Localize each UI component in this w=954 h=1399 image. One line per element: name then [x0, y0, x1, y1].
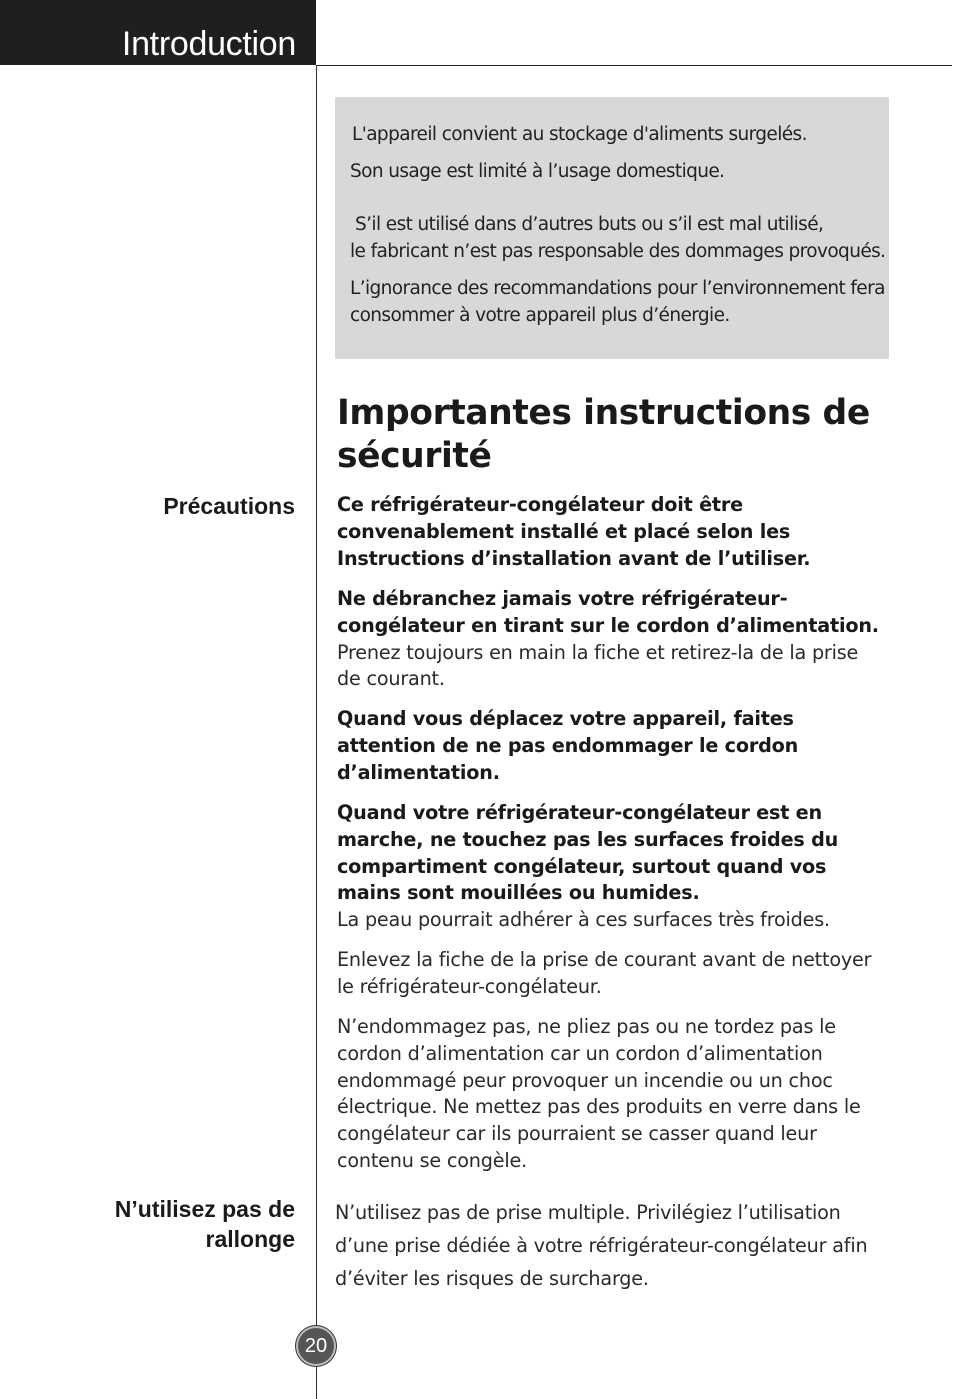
text-line: La peau pourrait adhérer à ces surfaces très froides.	[337, 908, 830, 932]
notice-line: Son usage est limité à l’usage domestique.	[350, 161, 725, 182]
text-line: Ce réfrigérateur-congélateur doit être	[337, 493, 743, 516]
page-title: Importantes instructions de sécurité	[337, 393, 870, 476]
column-divider	[316, 66, 317, 1399]
paragraph-cord-damage	[337, 1014, 892, 1175]
paragraph-cleaning	[337, 947, 892, 1001]
text-line: congélateur en tirant sur le cordon d’alimentation.	[337, 613, 879, 637]
notice-box	[335, 97, 889, 359]
text-line: Prenez toujours en main la fiche et retirez-la de la prise	[337, 640, 859, 664]
paragraph-cold-surfaces	[337, 800, 892, 934]
text-line: congélateur car ils pourraient se casser quand leur	[337, 1122, 817, 1146]
page-number-badge	[296, 1326, 336, 1366]
text-line: de courant.	[337, 667, 445, 691]
extension-label	[115, 1194, 295, 1254]
text-line: Enlevez la fiche de la prise de courant avant de nettoyer	[337, 948, 872, 971]
notice-line: S’il est utilisé dans d’autres buts ou s’il est mal utilisé,	[355, 214, 824, 235]
text-line: mains sont mouillées ou humides.	[337, 881, 700, 905]
text-line: électrique. Ne mettez pas des produits en verre dans le	[337, 1095, 861, 1119]
text-line: endommagé peur provoquer un incendie ou un choc	[337, 1068, 833, 1092]
extension-label-line: rallonge	[205, 1226, 295, 1252]
text-line: Instructions d’installation avant de l’utiliser.	[337, 546, 811, 570]
extension-label-line: N’utilisez pas de	[114, 1196, 295, 1222]
paragraph-installation	[337, 492, 892, 572]
text-line: d’alimentation.	[337, 760, 500, 784]
text-line: attention de ne pas endommager le cordon	[337, 733, 799, 757]
text-line: marche, ne touchez pas les surfaces froides du	[337, 827, 839, 851]
paragraph-multiple-socket	[335, 1196, 895, 1295]
paragraph-unplug	[337, 586, 892, 693]
header-rule	[316, 65, 952, 66]
section-title: Introduction	[121, 25, 296, 63]
text-line: d’une prise dédiée à votre réfrigérateur-congélateur afin	[335, 1234, 868, 1257]
text-line: contenu se congèle.	[337, 1148, 527, 1172]
paragraph-moving	[337, 706, 892, 786]
text-line: cordon d’alimentation car un cordon d’alimentation	[337, 1041, 823, 1065]
notice-line: L'appareil convient au stockage d'aliments surgelés.	[352, 124, 807, 145]
text-line: convenablement installé et placé selon les	[337, 519, 791, 543]
text-line: le réfrigérateur-congélateur.	[337, 974, 602, 998]
page-number: 20	[304, 1335, 328, 1357]
text-line: d’éviter les risques de surcharge.	[335, 1267, 649, 1290]
notice-line: le fabricant n’est pas responsable des dommages provoqués.	[350, 241, 886, 262]
text-line: N’endommagez pas, ne pliez pas ou ne tordez pas le	[337, 1015, 836, 1038]
section-header-tab	[0, 0, 316, 65]
text-line: Quand votre réfrigérateur-congélateur est en	[337, 801, 822, 824]
notice-line: consommer à votre appareil plus d’énergie.	[350, 305, 730, 326]
text-line: Ne débranchez jamais votre réfrigérateur-	[337, 587, 788, 610]
text-line: compartiment congélateur, surtout quand vos	[337, 854, 827, 878]
text-line: Quand vous déplacez votre appareil, faites	[337, 707, 794, 730]
text-line: N’utilisez pas de prise multiple. Privilégiez l’utilisation	[335, 1201, 841, 1224]
notice-line: L’ignorance des recommandations pour l’environnement fera	[350, 278, 885, 299]
precautions-label: Précautions	[163, 493, 295, 519]
